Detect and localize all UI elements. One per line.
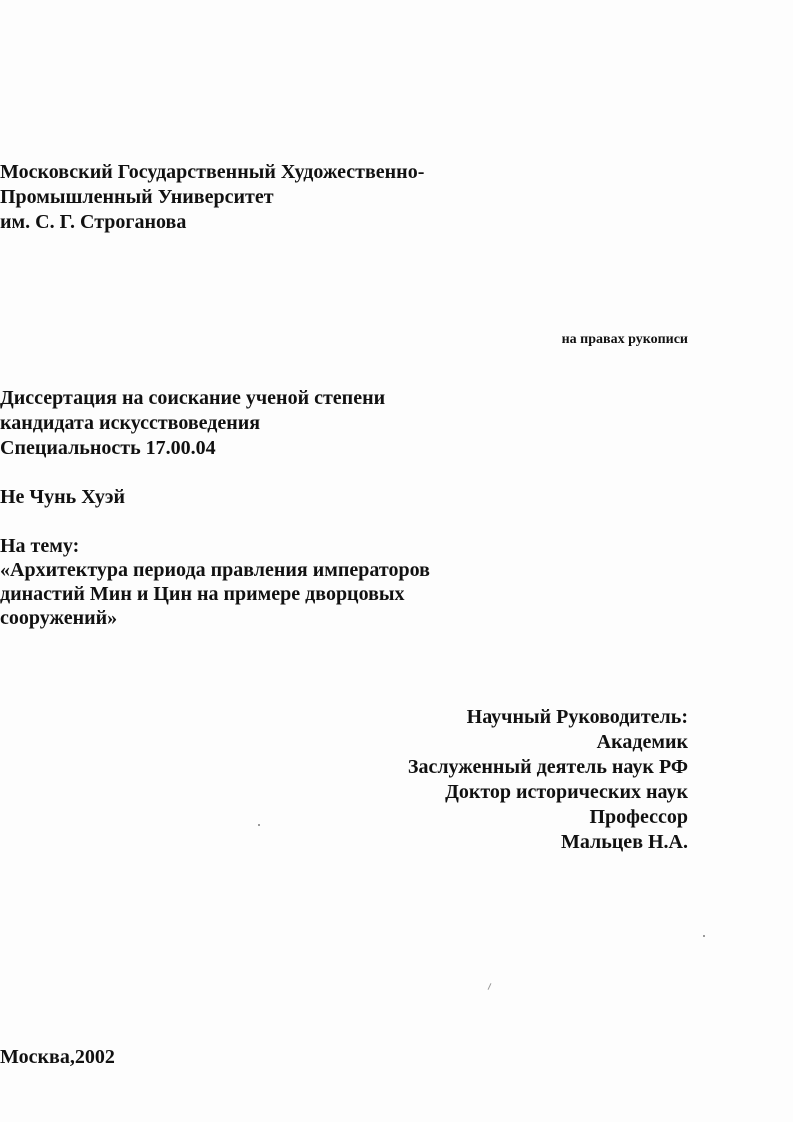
university-line-3: им. С. Г. Строганова bbox=[0, 211, 187, 233]
topic-line-2: династий Мин и Цин на примере дворцовых bbox=[0, 583, 405, 605]
supervisor-block bbox=[408, 705, 688, 855]
university-header bbox=[0, 160, 793, 235]
specialty-line: Специальность 17.00.04 bbox=[0, 437, 216, 459]
supervisor-heading: Научный Руководитель: bbox=[466, 706, 688, 728]
topic-line-1: «Архитектура периода правления императоров bbox=[0, 559, 430, 581]
manuscript-note: на правах рукописи bbox=[561, 332, 688, 347]
scan-speck bbox=[258, 824, 260, 826]
university-line-2: Промышленный Университет bbox=[0, 186, 274, 208]
dissertation-line-2: кандидата искусствоведения bbox=[0, 412, 261, 434]
supervisor-name: Мальцев Н.А. bbox=[560, 831, 688, 853]
dissertation-title bbox=[0, 386, 793, 461]
scan-speck bbox=[703, 935, 705, 937]
dissertation-line-1: Диссертация на соискание ученой степени bbox=[0, 387, 386, 409]
topic-heading: На тему: bbox=[0, 535, 80, 557]
university-line-1: Московский Государственный Художественно- bbox=[0, 161, 425, 183]
supervisor-rank: Профессор bbox=[589, 806, 688, 828]
topic-line-3: сооружений» bbox=[0, 607, 118, 629]
supervisor-title-honored: Заслуженный деятель наук РФ bbox=[407, 756, 688, 778]
city-year: Москва,2002 bbox=[0, 1046, 115, 1068]
author-name: Не Чунь Хуэй bbox=[0, 486, 126, 508]
supervisor-title-academic: Академик bbox=[596, 731, 688, 753]
supervisor-degree: Доктор исторических наук bbox=[445, 781, 688, 803]
scan-speck bbox=[488, 983, 492, 990]
thesis-topic bbox=[0, 534, 793, 630]
